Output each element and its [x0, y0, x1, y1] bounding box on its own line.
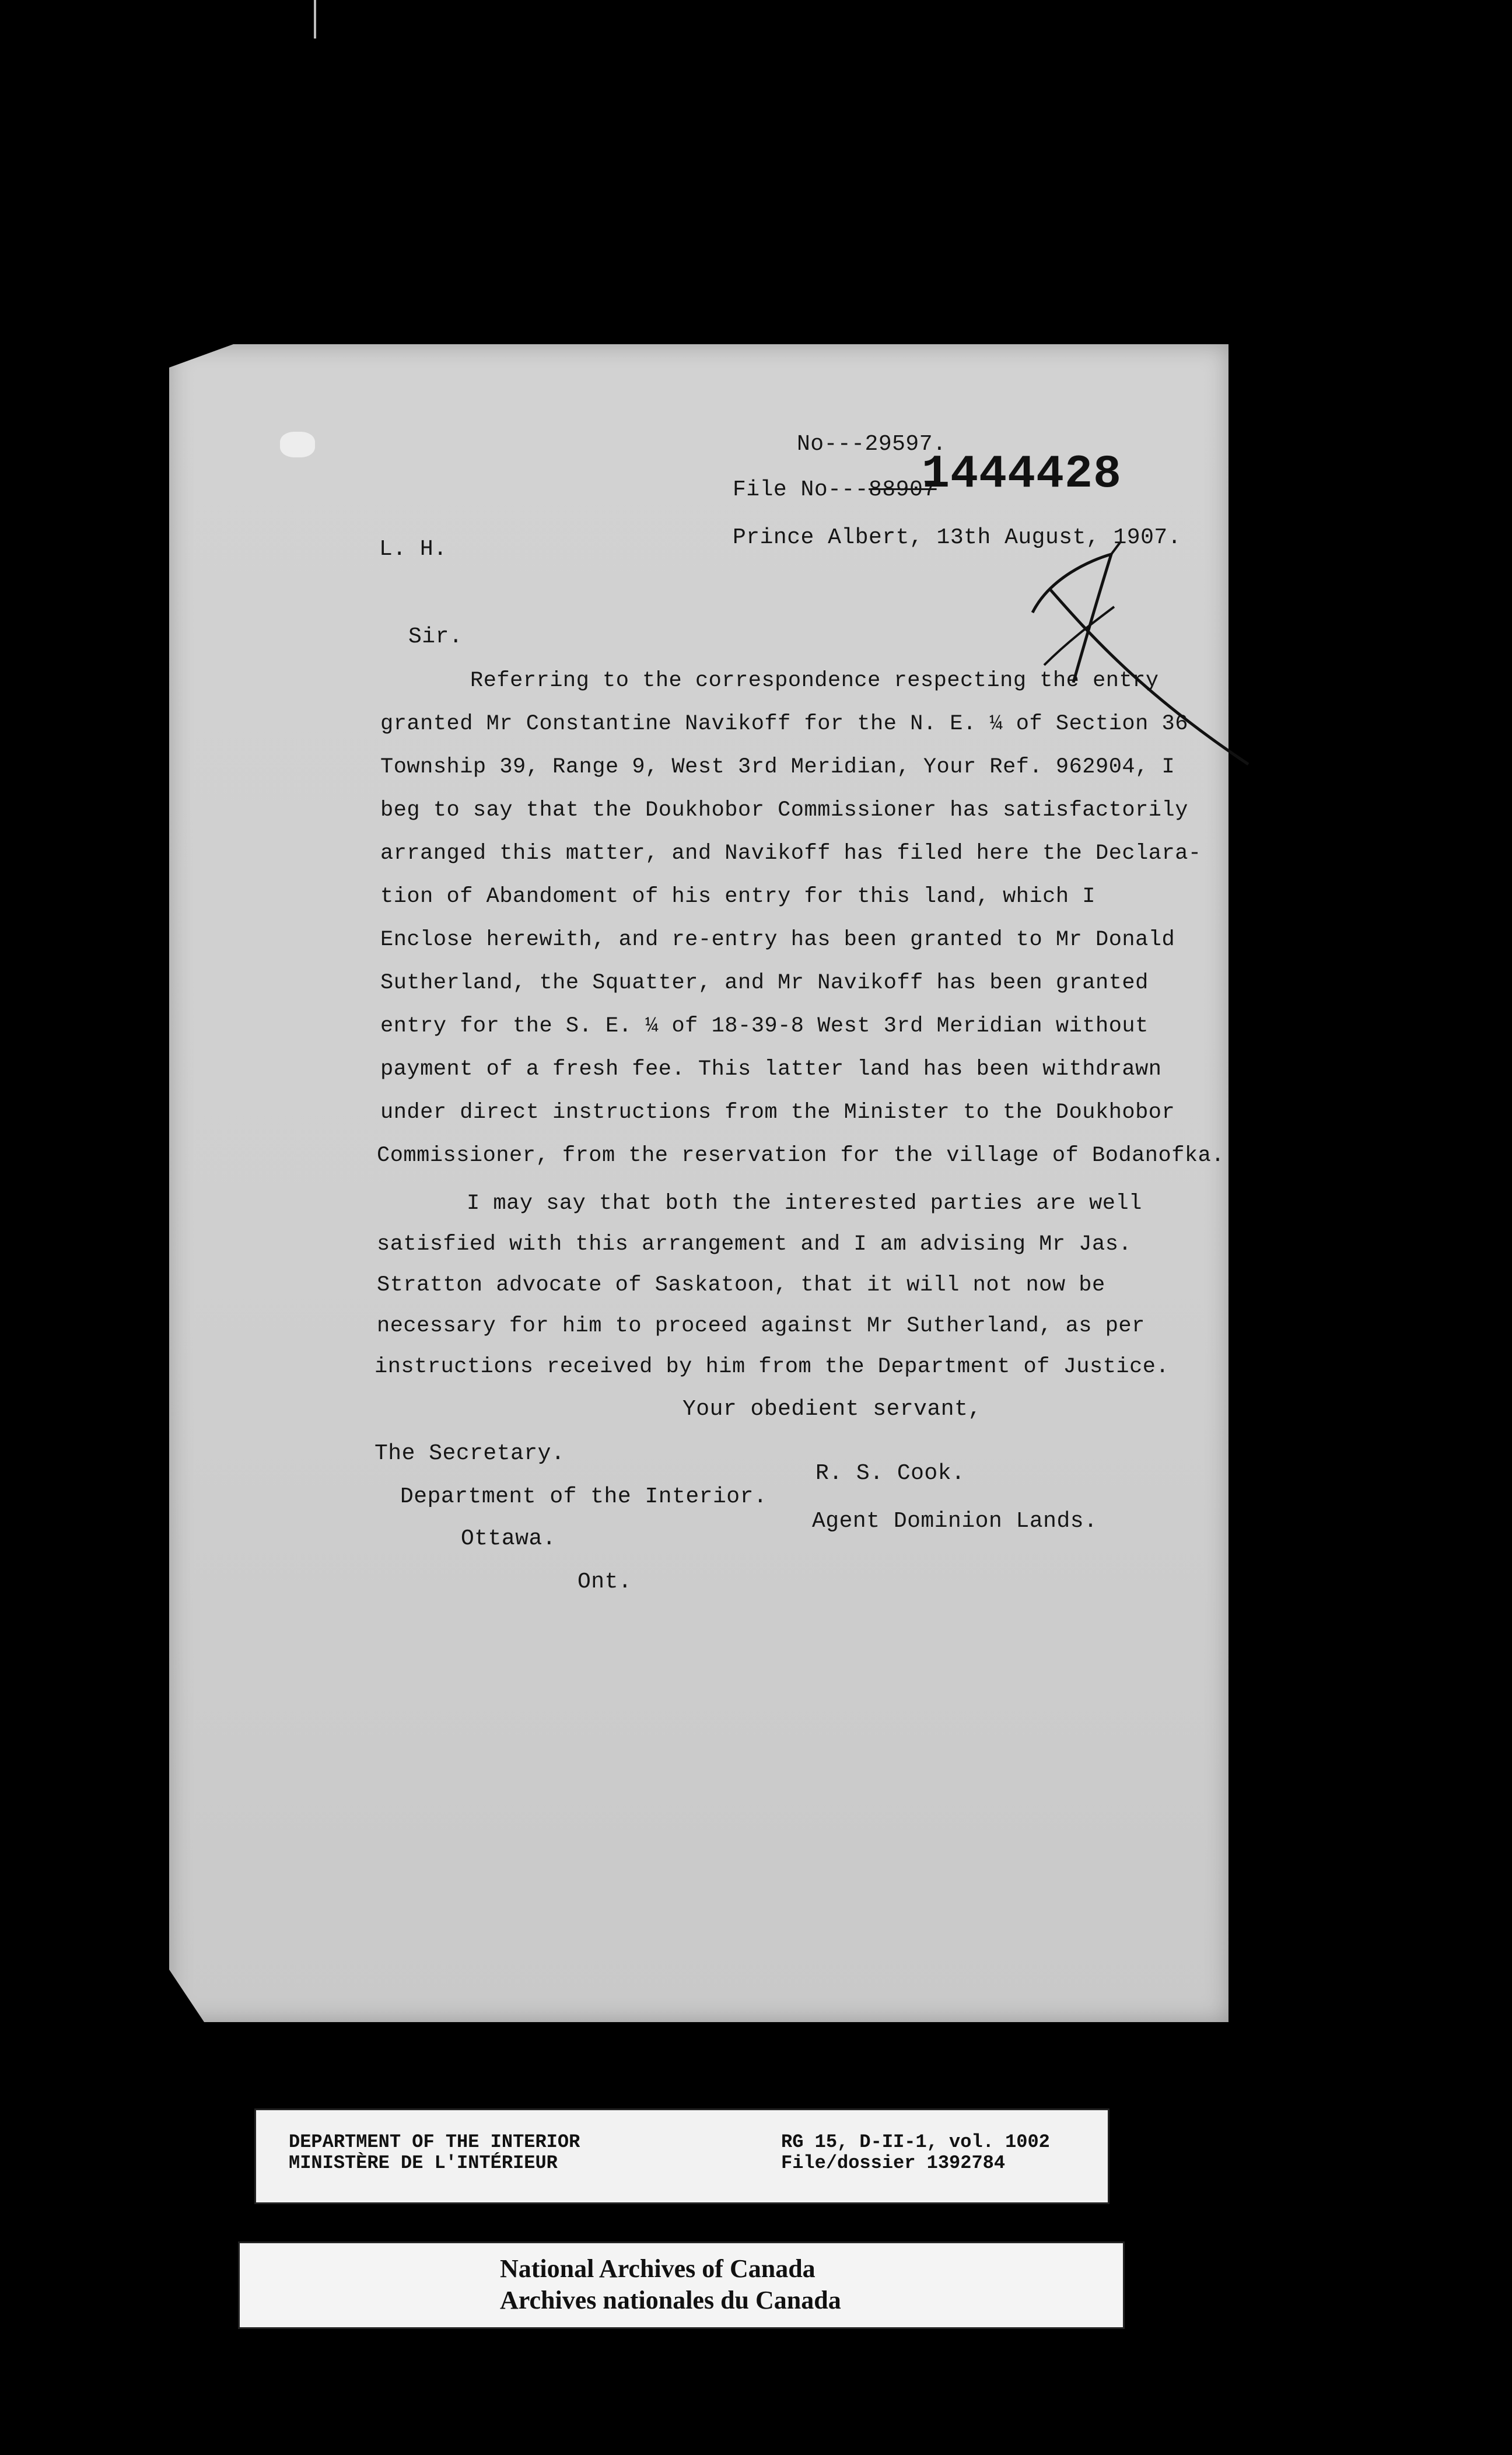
addressee-line: Department of the Interior.: [400, 1484, 768, 1509]
addressee-line: Ont.: [578, 1569, 632, 1594]
para1-line: granted Mr Constantine Navikoff for the N. E. ¼ of Section 36: [380, 712, 1188, 736]
place-date: Prince Albert, 13th August, 1907.: [733, 525, 1182, 550]
para1-line: Referring to the correspondence respecting the entry: [470, 669, 1159, 693]
closing: Your obedient servant,: [682, 1397, 982, 1422]
dept-en: DEPARTMENT OF THE INTERIOR: [289, 2131, 580, 2153]
para2-line: necessary for him to proceed against Mr Sutherland, as per: [377, 1314, 1145, 1338]
para1-line: under direct instructions from the Minister to the Doukhobor: [380, 1100, 1175, 1125]
scan-edge-mark: [314, 0, 316, 39]
addressee-line: The Secretary.: [374, 1441, 565, 1466]
para1-line: Enclose herewith, and re-entry has been granted to Mr Donald: [380, 928, 1175, 952]
paper-stain: [280, 432, 315, 457]
para1-line: entry for the S. E. ¼ of 18-39-8 West 3rd Meridian without: [380, 1014, 1149, 1038]
para1-line: Sutherland, the Squatter, and Mr Navikoff has been granted: [380, 971, 1149, 995]
salutation: Sir.: [408, 624, 463, 649]
para2-line: I may say that both the interested parties are well: [467, 1191, 1142, 1216]
signatory-title: Agent Dominion Lands.: [812, 1509, 1098, 1534]
file-number: [733, 477, 937, 502]
torn-corner-top-left: [169, 344, 233, 368]
letter-number: No---29597.: [797, 432, 947, 457]
archives-fr: Archives nationales du Canada: [500, 2286, 841, 2314]
archive-reference-label: [254, 2108, 1110, 2204]
para1-line: payment of a fresh fee. This latter land has been withdrawn: [380, 1057, 1162, 1082]
file-prefix: File No---: [733, 477, 869, 502]
archive-ref: RG 15, D-II-1, vol. 1002: [781, 2131, 1050, 2153]
para2-line: satisfied with this arrangement and I am advising Mr Jas.: [377, 1232, 1132, 1257]
torn-corner-bottom-left: [169, 1970, 204, 2022]
para2-line: Stratton advocate of Saskatoon, that it will not now be: [377, 1273, 1105, 1298]
file-stamp-number: 1444428: [922, 448, 1122, 501]
file-struck: 88907: [869, 477, 937, 502]
national-archives-stamp: [238, 2241, 1125, 2329]
para1-line: beg to say that the Doukhobor Commissioner has satisfactorily: [380, 798, 1188, 823]
initials: L. H.: [379, 537, 447, 562]
addressee-line: Ottawa.: [461, 1526, 556, 1551]
para1-line: Township 39, Range 9, West 3rd Meridian, Your Ref. 962904, I: [380, 755, 1175, 779]
archive-file: File/dossier 1392784: [781, 2152, 1006, 2174]
signature: R. S. Cook.: [816, 1461, 965, 1486]
letter-page: [169, 344, 1228, 2022]
para1-line: Commissioner, from the reservation for the village of Bodanofka.: [377, 1143, 1225, 1168]
para1-line: tion of Abandoment of his entry for this land, which I: [380, 884, 1096, 909]
archives-en: National Archives of Canada: [500, 2254, 816, 2283]
handwritten-check-mark: [957, 490, 1254, 770]
dept-fr: MINISTÈRE DE L'INTÉRIEUR: [289, 2152, 558, 2174]
para1-line: arranged this matter, and Navikoff has filed here the Declara-: [380, 841, 1202, 866]
para2-line: instructions received by him from the Department of Justice.: [374, 1355, 1170, 1379]
